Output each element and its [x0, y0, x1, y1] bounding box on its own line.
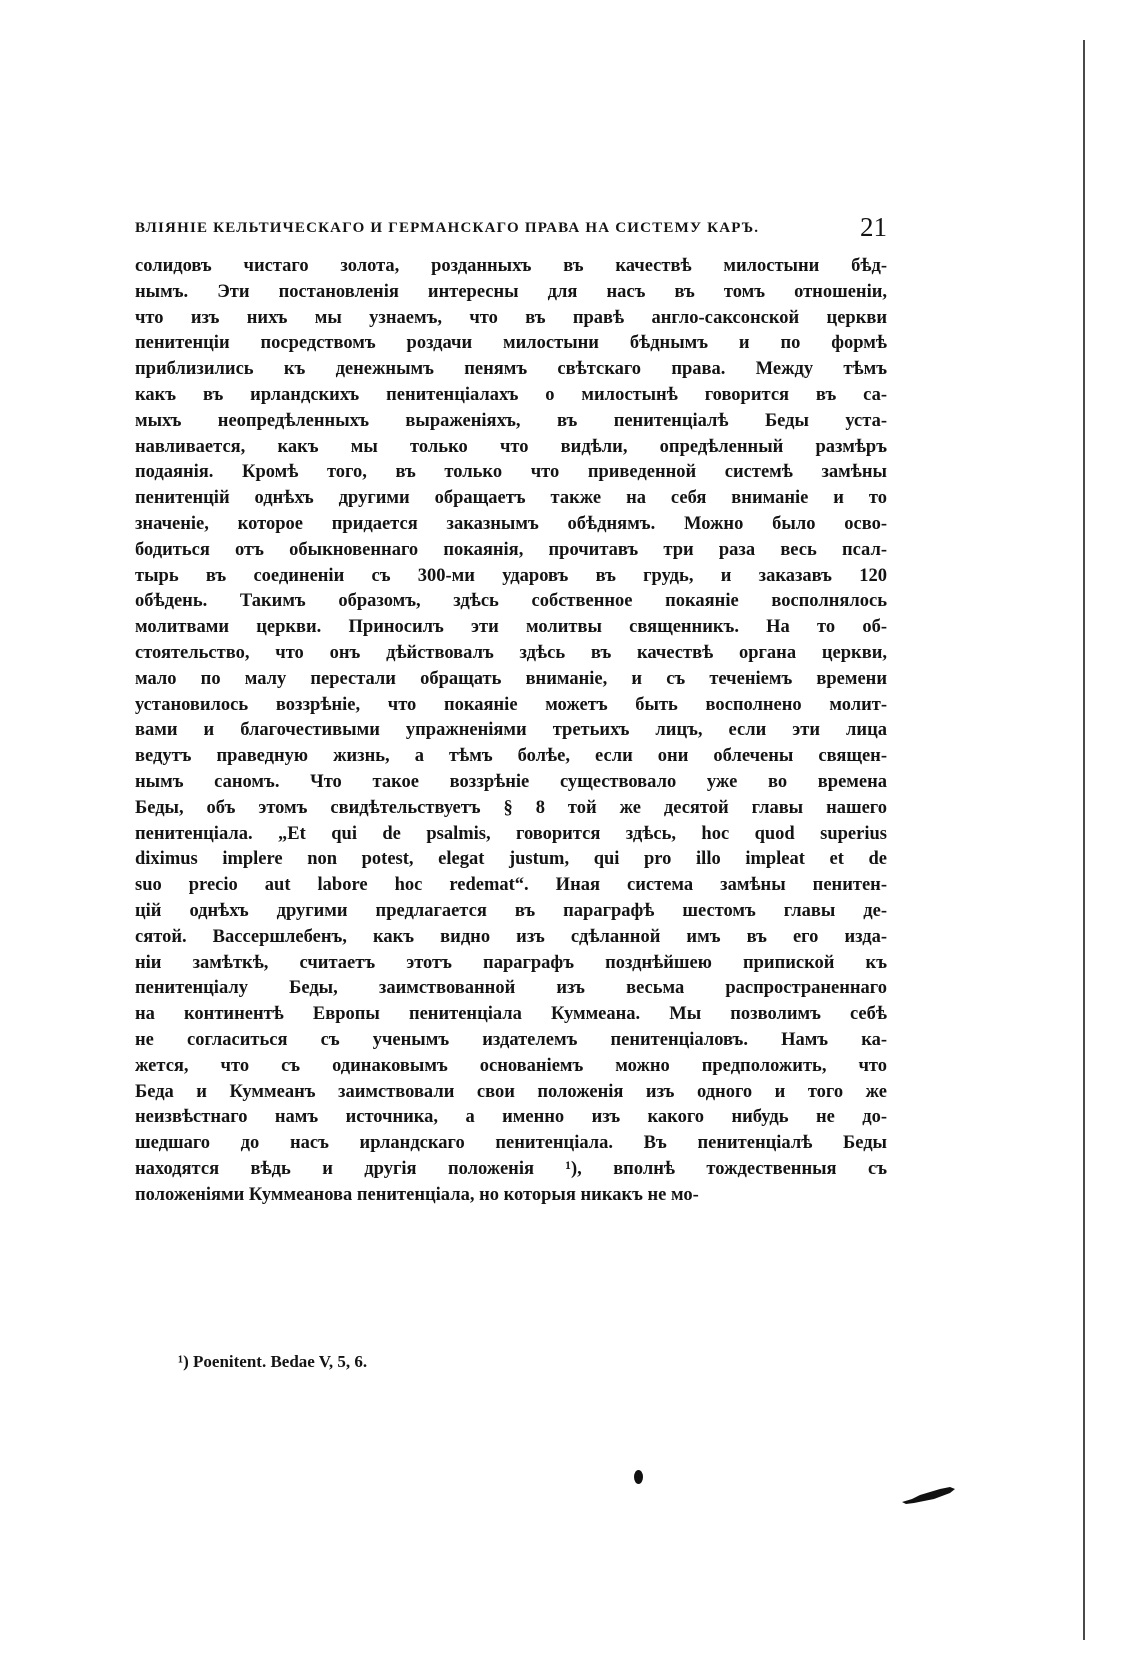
text-line: значеніе, которое придается заказнымъ обѣднямъ. Можно было осво- [135, 513, 887, 534]
text-line: цій однѣхъ другими предлагается въ параграфѣ шестомъ главы де- [135, 900, 887, 921]
text-line: пенитенціала. „Et qui de psalmis, говорится здѣсь, hoc quod superius [135, 823, 887, 844]
page-edge-rule [1083, 40, 1085, 1640]
text-line: diximus implere non potest, elegat justum, qui pro illo impleat et de [135, 849, 887, 870]
text-line: стоятельство, что онъ дѣйствовалъ здѣсь въ качествѣ органа церкви, [135, 642, 887, 663]
page-header [135, 214, 887, 244]
text-line: нымъ. Эти постановленія интересны для насъ въ томъ отношеніи, [135, 281, 887, 302]
text-line: сятой. Вассершлебенъ, какъ видно изъ сдѣланной имъ въ его изда- [135, 926, 887, 947]
text-line: приблизились къ денежнымъ пенямъ свѣтскаго права. Между тѣмъ [135, 359, 887, 380]
text-line: Беда и Куммеанъ заимствовали свои положенія изъ одного и того же [135, 1081, 887, 1102]
text-line: suo precio aut labore hoc redemat“. Иная система замѣны пенитен- [135, 875, 887, 896]
text-line: не согласиться съ ученымъ издателемъ пенитенціаловъ. Намъ ка- [135, 1029, 887, 1050]
text-line: молитвами церкви. Приносилъ эти молитвы священникъ. На то об- [135, 617, 887, 638]
body-text [135, 254, 887, 1208]
text-line: подаянія. Кромѣ того, въ только что приведенной системѣ замѣны [135, 462, 887, 483]
ink-blot [634, 1470, 643, 1484]
text-line: пенитенціи посредствомъ роздачи милостыни бѣднымъ и по формѣ [135, 333, 887, 354]
text-line: мало по малу перестали обращать вниманіе, и съ теченіемъ времени [135, 668, 887, 689]
text-line: находятся вѣдь и другія положенія ¹), вполнѣ тождественныя съ [135, 1158, 887, 1179]
text-line: жется, что съ одинаковымъ основаніемъ можно предположить, что [135, 1055, 887, 1076]
text-line: что изъ нихъ мы узнаемъ, что въ правѣ англо-саксонской церкви [135, 307, 887, 328]
ink-smudge [900, 1484, 956, 1506]
text-line: пенитенцій однѣхъ другими обращаетъ также на себя вниманіе и то [135, 488, 887, 509]
text-line: солидовъ чистаго золота, розданныхъ въ качествѣ милостыни бѣд- [135, 256, 887, 276]
footnote: ¹) Poenitent. Bedae V, 5, 6. [178, 1352, 368, 1371]
text-line: неизвѣстнаго намъ источника, а именно изъ какого нибудь не до- [135, 1107, 887, 1128]
text-line: тырь въ соединеніи съ 300-ми ударовъ въ грудь, и заказавъ 120 [135, 565, 887, 586]
text-line: пенитенціалу Беды, заимствованной изъ весьма распространеннаго [135, 978, 887, 999]
text-line: мыхъ неопредѣленныхъ выраженіяхъ, въ пенитенціалѣ Беды уста- [135, 410, 887, 431]
text-line: на континентѣ Европы пенитенціала Куммеана. Мы позволимъ себѣ [135, 1004, 887, 1025]
text-line: навливается, какъ мы только что видѣли, опредѣленный размѣръ [135, 436, 887, 457]
page-number: 21 [860, 212, 887, 242]
text-line: обѣдень. Такимъ образомъ, здѣсь собственное покаяніе восполнялось [135, 591, 887, 612]
text-line: Беды, объ этомъ свидѣтельствуетъ § 8 той же десятой главы нашего [135, 797, 887, 818]
text-line: ведутъ праведную жизнь, а тѣмъ болѣе, если они облечены священ- [135, 746, 887, 767]
text-line: положеніями Куммеанова пенитенціала, но которыя никакъ не мо- [135, 1184, 699, 1205]
text-line: бодиться отъ обыкновеннаго покаянія, прочитавъ три раза весь псал- [135, 539, 887, 560]
text-line: ніи замѣткѣ, считаетъ этотъ параграфъ позднѣйшею припиской къ [135, 952, 887, 973]
text-line: какъ въ ирландскихъ пенитенціалахъ о милостынѣ говорится въ са- [135, 384, 887, 405]
text-line: шедшаго до насъ ирландскаго пенитенціала. Въ пенитенціалѣ Беды [135, 1133, 887, 1154]
text-line: установилось воззрѣніе, что покаяніе можетъ быть восполнено молит- [135, 694, 887, 715]
running-head: ВЛІЯНІЕ КЕЛЬТИЧЕСКАГО И ГЕРМАНСКАГО ПРАВА НА СИСТЕМУ КАРЪ. [135, 220, 760, 236]
text-line: нымъ саномъ. Что такое воззрѣніе существовало уже во времена [135, 771, 887, 792]
text-line: вами и благочестивыми упражненіями третьихъ лицъ, если эти лица [135, 720, 887, 741]
